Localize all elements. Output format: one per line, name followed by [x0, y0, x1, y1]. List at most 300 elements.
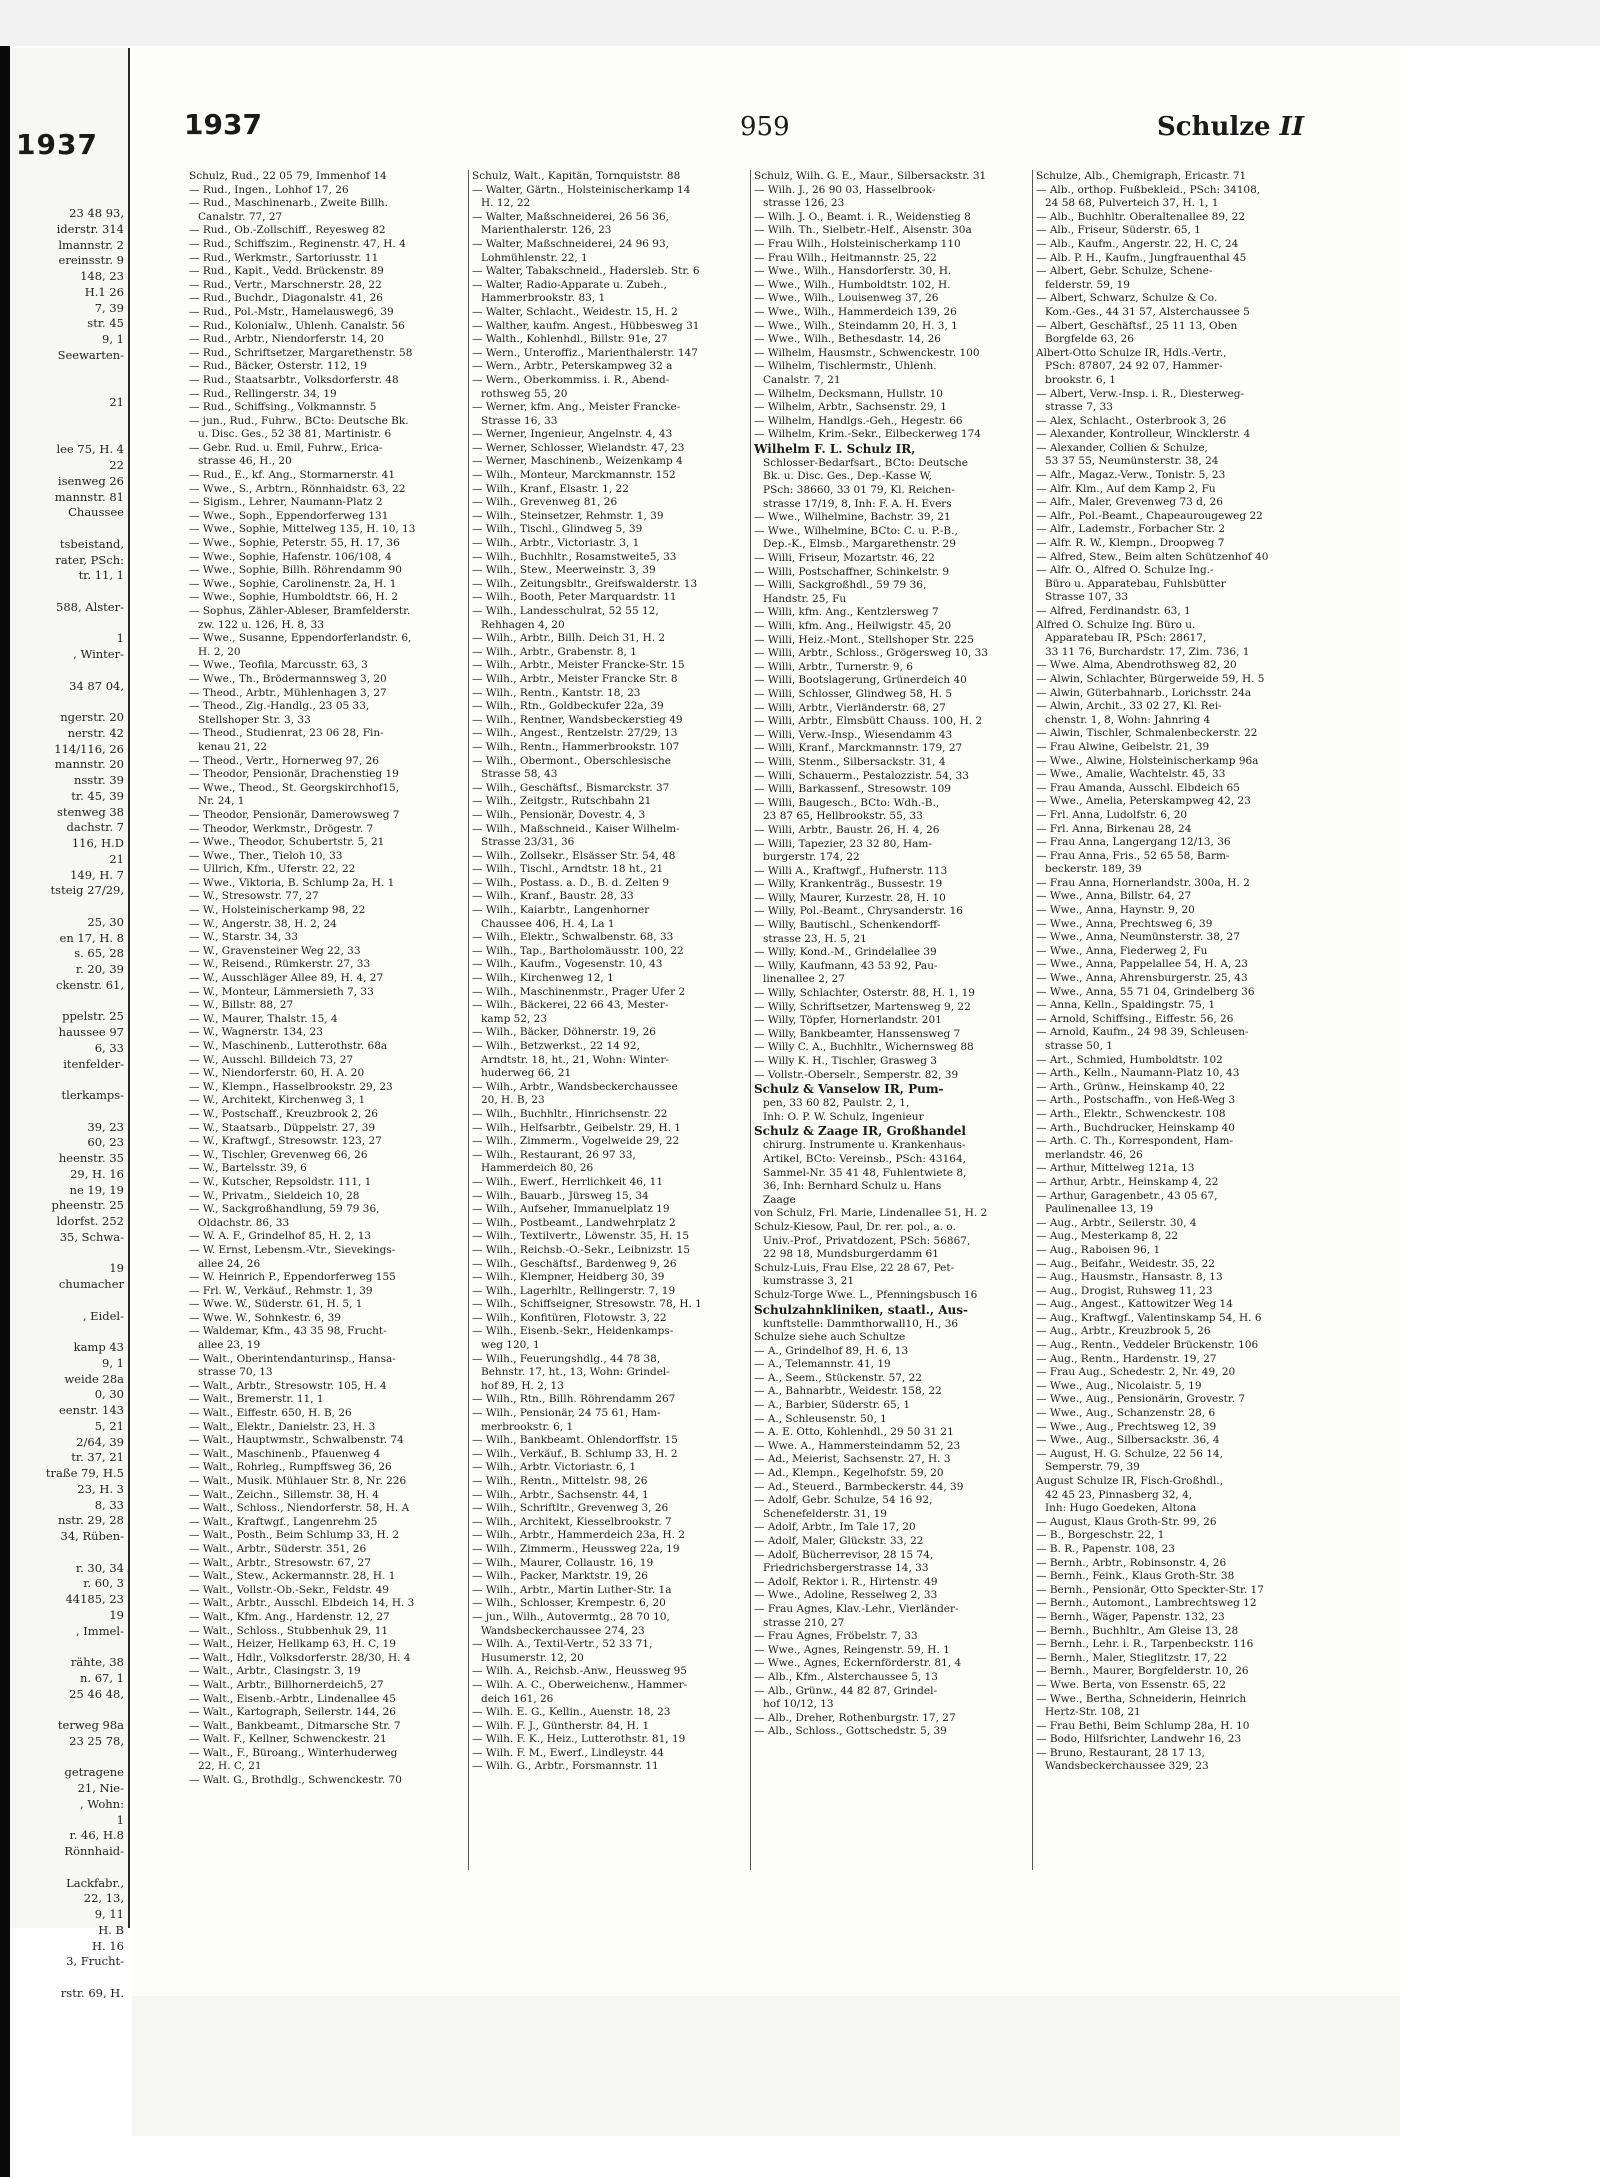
directory-entry: H. 2, 20 — [198, 645, 241, 658]
previous-page-line: rstr. 69, H. — [60, 1985, 124, 2000]
previous-page-line: itenfelder- — [63, 1056, 124, 1071]
directory-entry: — Wilh., Obermont., Oberschlesische — [472, 754, 671, 767]
directory-entry: — Walter, Gärtn., Holsteinischerkamp 14 — [472, 183, 691, 196]
directory-entry: — Walt., Elektr., Danielstr. 23, H. 3 — [189, 1420, 376, 1433]
directory-entry: — Wilh., Zimmerm., Vogelweide 29, 22 — [472, 1135, 680, 1148]
directory-entry: — Bodo, Hilfsrichter, Landwehr 16, 23 — [1036, 1733, 1242, 1746]
directory-entry: Strasse 107, 33 — [1045, 591, 1129, 604]
directory-entry: — Wilh., Arbtr., Martin Luther-Str. 1a — [472, 1583, 672, 1596]
directory-entry: — Rud., Kolonialw., Uhlenh. Canalstr. 56 — [189, 319, 405, 332]
directory-entry: — Walt., Oberintendanturinsp., Hansa- — [189, 1352, 396, 1365]
directory-entry: — Wilh., Monteur, Marckmannstr. 152 — [472, 469, 676, 482]
directory-entry: — Alfr. O., Alfred O. Schulze Ing.- — [1036, 564, 1214, 577]
directory-entry: — Wilh., Arbtr., Wandsbeckerchaussee — [472, 1080, 678, 1093]
column-4 — [1032, 170, 1303, 1870]
directory-entry: — Sigism., Lehrer, Naumann-Platz 2 — [189, 496, 383, 509]
directory-entry: kamp 52, 23 — [481, 1012, 548, 1025]
previous-page-line: 25, 30 — [87, 914, 124, 929]
directory-entry: — Wwe., Aug., Silbersackstr. 36, 4 — [1036, 1434, 1220, 1447]
directory-entry: — Wwe. Berta, von Essenstr. 65, 22 — [1036, 1678, 1226, 1691]
directory-entry: — Wwe., Anna, Haynstr. 9, 20 — [1036, 904, 1195, 917]
previous-page-line — [10, 1860, 124, 1876]
directory-entry: — Aug., Rentn., Hardenstr. 19, 27 — [1036, 1352, 1217, 1365]
directory-entry: Lohmühlenstr. 22, 1 — [481, 251, 588, 264]
running-head-name: Schulze — [1157, 112, 1271, 142]
directory-entry: — Wilh., Zeitungsbltr., Greifswalderstr. 13 — [472, 577, 698, 590]
directory-entry: rothsweg 55, 20 — [481, 387, 568, 400]
directory-entry: Wandsbeckerchaussee 329, 23 — [1045, 1760, 1209, 1773]
directory-entry: — Wilh., Packer, Marktstr. 19, 26 — [472, 1570, 648, 1583]
directory-entry: — W., Niendorferstr. 60, H. A. 20 — [189, 1067, 365, 1080]
directory-entry: — Walt., Posth., Beim Schlump 33, H. 2 — [189, 1529, 400, 1542]
directory-entry: — Frau Anna, Fris., 52 65 58, Barm- — [1036, 849, 1230, 862]
previous-page-line: chumacher — [58, 1277, 124, 1291]
directory-entry: — Wilh. J. O., Beamt. i. R., Weidenstieg 8 — [754, 210, 971, 223]
previous-page-line: ereinsstr. 9 — [58, 253, 124, 268]
directory-entry: — Wilh., Buchhltr., Hinrichsenstr. 22 — [472, 1107, 668, 1120]
directory-entry: Kom.-Ges., 44 31 57, Alsterchaussee 5 — [1045, 305, 1250, 318]
directory-entry: — Wilh., Feuerungshdlg., 44 78 38, — [472, 1352, 661, 1365]
directory-entry: — Wilh. F. K., Heiz., Lutterothstr. 81, 19 — [472, 1733, 686, 1746]
directory-entry: — Wilh., Grevenweg 81, 26 — [472, 496, 618, 509]
previous-page-line: Lackfabr., — [66, 1875, 124, 1890]
directory-entry: — Walt., Arbtr., Stresowstr. 67, 27 — [189, 1556, 371, 1569]
directory-entry: — Willy, Maurer, Kurzestr. 28, H. 10 — [754, 891, 946, 904]
directory-entry: — Wwe., Aug., Prechtsweg 12, 39 — [1036, 1420, 1217, 1433]
directory-entry: August Schulze IR, Fisch-Großhdl., — [1036, 1475, 1224, 1487]
directory-entry: — Willy, Schriftsetzer, Martensweg 9, 22 — [754, 1000, 971, 1013]
directory-entry: — Alb. P. H., Kaufm., Jungfrauenthal 45 — [1036, 251, 1247, 264]
directory-entry: — Willi, Schlosser, Glindweg 58, H. 5 — [754, 687, 952, 700]
previous-page-line: H.1 26 — [84, 284, 124, 299]
directory-entry: — Adolf, Gebr. Schulze, 54 16 92, — [754, 1494, 933, 1507]
directory-entry: — Wwe., Aug., Pensionärin, Grovestr. 7 — [1036, 1393, 1246, 1406]
directory-entry: — Aug., Beifahr., Weidestr. 35, 22 — [1036, 1257, 1215, 1270]
directory-entry: — Albert, Verw.-Insp. i. R., Diesterweg- — [1036, 387, 1245, 400]
directory-entry: — Wwe., Anna, Ahrensburgerstr. 25, 43 — [1036, 972, 1248, 985]
directory-entry: — Alb., Buchhltr. Oberaltenallee 89, 22 — [1036, 210, 1246, 223]
directory-entry: — Wilh., Betzwerkst., 22 14 92, — [472, 1040, 640, 1052]
directory-entry: — Wwe. W., Sohnkestr. 6, 39 — [189, 1311, 341, 1324]
previous-page-line — [10, 1246, 124, 1262]
directory-entry: — Walt., Musik. Mühlauer Str. 8, Nr. 226 — [189, 1475, 407, 1487]
directory-entry: — Arth., Buchdrucker, Heinskamp 40 — [1036, 1121, 1235, 1134]
directory-entry: — Frau Alwine, Geibelstr. 21, 39 — [1036, 740, 1210, 753]
directory-entry: — Wilh., Rtn., Goldbeckufer 22a, 39 — [472, 700, 664, 713]
directory-entry: — Wilh., Bäckerei, 22 66 43, Mester- — [472, 999, 669, 1012]
directory-entry: — Willi, Arbtr., Vierländerstr. 68, 27 — [754, 701, 946, 714]
column-2 — [468, 170, 739, 1870]
directory-entry: — Arth., Kelln., Naumann-Platz 10, 43 — [1036, 1067, 1240, 1080]
directory-entry: — Wilh., Klempner, Heidberg 30, 39 — [472, 1271, 665, 1284]
directory-entry: allee 23, 19 — [198, 1339, 261, 1352]
directory-entry: — Wern., Oberkommiss. i. R., Abend- — [472, 373, 670, 386]
directory-entry: — Walt., Kartograph, Seilerstr. 144, 26 — [189, 1706, 396, 1719]
previous-page-line — [10, 1293, 124, 1309]
directory-entry: — W., Klempn., Hasselbrookstr. 29, 23 — [189, 1080, 393, 1093]
directory-entry: — Aug., Arbtr., Seilerstr. 30, 4 — [1036, 1216, 1197, 1229]
directory-entry: — Willy, Pol.-Beamt., Chrysanderstr. 16 — [754, 905, 963, 918]
directory-entry: — Wilh., Kaiarbtr., Langenhorner — [472, 904, 650, 917]
directory-entry: — Albert, Gebr. Schulze, Schene- — [1036, 265, 1213, 278]
directory-entry: — Walt., Zeichn., Sillemstr. 38, H. 4 — [189, 1488, 379, 1501]
directory-entry: Schulz & Zaage IR, Großhandel — [754, 1124, 966, 1139]
directory-entry: — Adolf, Maler, Glückstr. 33, 22 — [754, 1535, 924, 1547]
previous-page-line: heenstr. 35 — [58, 1151, 124, 1165]
directory-entry: — Wilh. Th., Sielbetr.-Helf., Alsenstr. 30a — [754, 224, 972, 237]
previous-page-year: 1937 — [16, 128, 98, 161]
directory-entry: — Wwe. W., Süderstr. 61, H. 5, 1 — [189, 1298, 363, 1311]
directory-entry: — Wwe., Wilh., Louisenweg 37, 26 — [754, 292, 939, 305]
previous-page-line: nstr. 29, 28 — [57, 1513, 124, 1528]
page-header — [184, 108, 1304, 156]
directory-entry: — Willy, Krankenträg., Bussestr. 19 — [754, 878, 943, 891]
directory-entry: — W., Billstr. 88, 27 — [189, 999, 294, 1012]
directory-entry: 23 87 65, Hellbrookstr. 55, 33 — [763, 810, 923, 823]
directory-entry: von Schulz, Frl. Marie, Lindenallee 51, H. 2 — [754, 1207, 988, 1220]
directory-entry: strasse 50, 1 — [1045, 1040, 1113, 1052]
directory-entry: — A., Bahnarbtr., Weidestr. 158, 22 — [754, 1385, 942, 1398]
directory-entry: — Walt., Arbtr., Süderstr. 351, 26 — [189, 1542, 367, 1555]
directory-entry: — Arth., Grünw., Heinskamp 40, 22 — [1036, 1080, 1226, 1093]
directory-entry: — W., Kraftwgf., Stresowstr. 123, 27 — [189, 1135, 382, 1148]
directory-entry: — Walt. G., Brothdlg., Schwenckestr. 70 — [189, 1774, 402, 1787]
directory-entry: — Arth., Postschaffn., von Heß-Weg 3 — [1036, 1094, 1236, 1107]
directory-entry: — Willi, Friseur, Mozartstr. 46, 22 — [754, 552, 935, 565]
directory-entry: — Walt., Bankbeamt., Ditmarsche Str. 7 — [189, 1719, 401, 1732]
directory-entry: — Theod., Vertr., Hornerweg 97, 26 — [189, 754, 379, 767]
directory-entry: — Walth., Kohlenhdl., Billstr. 91e, 27 — [472, 333, 668, 346]
previous-page-line: Rönnhaid- — [64, 1844, 124, 1858]
directory-entry: — Willi, Schauerm., Pestalozzistr. 54, 33 — [754, 769, 969, 782]
previous-page-line: nsstr. 39 — [73, 773, 124, 787]
directory-entry: felderstr. 59, 19 — [1045, 278, 1130, 291]
directory-entry: — Alb., orthop. Fußbekleid., PSch: 34108, — [1036, 183, 1261, 196]
directory-entry: — Walt. F., Kellner, Schwenckestr. 21 — [189, 1733, 387, 1746]
directory-entry: — Rud., Schiffsing., Volkmannstr. 5 — [189, 401, 377, 414]
directory-entry: — Alb., Schloss., Gottschedstr. 5, 39 — [754, 1725, 947, 1738]
directory-entry: — Wilh., Helfsarbtr., Geibelstr. 29, H. 1 — [472, 1121, 681, 1134]
previous-page-line: mannstr. 81 — [54, 489, 124, 504]
directory-entry: Chaussee 406, H. 4, La 1 — [481, 917, 615, 930]
directory-entry: — Wwe., Amalie, Wachtelstr. 45, 33 — [1036, 768, 1226, 781]
directory-entry: — Wilh. J., 26 90 03, Hasselbrook- — [754, 183, 936, 196]
directory-entry: — Alfr., Pol.-Beamt., Chapeaurougeweg 22 — [1036, 509, 1263, 522]
previous-page-line: 1 — [116, 1812, 124, 1827]
directory-entry: — Wilh., Rentn., Mittelstr. 98, 26 — [472, 1475, 648, 1487]
previous-page-line: 60, 23 — [87, 1135, 124, 1150]
directory-entry: — Alexander, Collien & Schulze, — [1036, 441, 1208, 454]
directory-entry: — Willi, Tapezier, 23 32 80, Ham- — [754, 837, 932, 850]
directory-entry: — Wilh., Elektr., Schwalbenstr. 68, 33 — [472, 931, 674, 944]
previous-page-line: tlerkamps- — [61, 1088, 124, 1102]
directory-entry: — Frau Aug., Schedestr. 2, Nr. 49, 20 — [1036, 1366, 1236, 1379]
directory-entry: — Arth., Elektr., Schwenckestr. 108 — [1036, 1107, 1226, 1120]
directory-entry: — A., Schleusenstr. 50, 1 — [754, 1412, 887, 1425]
directory-entry: kunftstelle: Dammthorwall10, H., 36 — [763, 1317, 959, 1330]
directory-entry: — Vollstr.-Oberselr., Semperstr. 82, 39 — [754, 1068, 959, 1081]
directory-entry: — Wwe., Anna, Fiederweg 2, Fu — [1036, 944, 1208, 957]
directory-entry: — Ullrich, Kfm., Uferstr. 22, 22 — [189, 863, 356, 876]
directory-entry: — Rud., Bäcker, Osterstr. 112, 19 — [189, 360, 367, 373]
directory-entry: strasse 70, 13 — [198, 1366, 273, 1379]
directory-entry: — Wilh., Geschäftsf., Bardenweg 9, 26 — [472, 1257, 677, 1270]
directory-entry: — Wwe., Wilh., Humboldtstr. 102, H. — [754, 278, 951, 291]
previous-page-line: tr. 11, 1 — [78, 568, 124, 583]
previous-page-line — [10, 1750, 124, 1766]
directory-entry: — Wilh., Postass. a. D., B. d. Zelten 9 — [472, 876, 670, 889]
previous-page-line: tr. 45, 39 — [71, 788, 124, 803]
directory-entry: — jun., Wilh., Autovermtg., 28 70 10, — [472, 1610, 670, 1623]
directory-entry: — Wilh., Arbtr., Grabenstr. 8, 1 — [472, 645, 637, 658]
directory-entry: — Walter, Maßschneiderei, 26 56 36, — [472, 210, 669, 223]
previous-page-line: 588, Alster- — [56, 599, 124, 614]
directory-entry: — Alb., Grünw., 44 82 87, Grindel- — [754, 1684, 938, 1697]
previous-page-line — [10, 1072, 124, 1088]
directory-entry: — Werner, Schlosser, Wielandstr. 47, 23 — [472, 441, 685, 454]
directory-entry: — W., Privatm., Sieldeich 10, 28 — [189, 1189, 360, 1202]
directory-entry: Schenefelderstr. 31, 19 — [763, 1507, 887, 1520]
directory-entry: — Alb., Kaufm., Angerstr. 22, H. C, 24 — [1036, 237, 1239, 250]
previous-page-line: rähte, 38 — [70, 1655, 124, 1669]
directory-entry: — Rud., Rellingerstr. 34, 19 — [189, 387, 337, 400]
directory-entry: — Albert, Schwarz, Schulze & Co. — [1036, 292, 1218, 305]
directory-entry: — Wilh., Schiffseigner, Stresowstr. 78, H. 1 — [472, 1298, 702, 1311]
directory-entry: — Wwe., Sophie, Peterstr. 55, H. 17, 36 — [189, 537, 400, 550]
directory-entry: — Frl. W., Verkäuf., Rehmstr. 1, 39 — [189, 1284, 373, 1297]
directory-entry: — Willi, Arbtr., Turnerstr. 9, 6 — [754, 660, 913, 673]
directory-entry: — Bernh., Feink., Klaus Groth-Str. 38 — [1036, 1570, 1235, 1583]
directory-entry: strasse 210, 27 — [763, 1616, 845, 1629]
previous-page-line: tsteig 27/29, — [50, 883, 124, 898]
column-1 — [186, 170, 456, 1870]
directory-entry: — A., Telemannstr. 41, 19 — [754, 1358, 891, 1371]
directory-entry: — Bernh., Automont., Lambrechtsweg 12 — [1036, 1597, 1257, 1610]
directory-entry: — W., Wagnerstr. 134, 23 — [189, 1026, 323, 1039]
directory-entry: — Willy, Töpfer, Hornerlandstr. 201 — [754, 1014, 942, 1027]
directory-entry: — Frau Anna, Langergang 12/13, 36 — [1036, 836, 1231, 849]
directory-entry: — W., Holsteinischerkamp 98, 22 — [189, 904, 366, 917]
directory-entry: — Bernh., Wäger, Papenstr. 132, 23 — [1036, 1610, 1225, 1623]
directory-entry: — Werner, kfm. Ang., Meister Francke- — [472, 401, 681, 414]
directory-entry: — Arth. C. Th., Korrespondent, Ham- — [1036, 1135, 1234, 1148]
previous-page-line: lmannstr. 2 — [58, 237, 124, 252]
directory-entry: — Wilh., Bäcker, Döhnerstr. 19, 26 — [472, 1026, 656, 1039]
directory-entry: chirurg. Instrumente u. Krankenhaus- — [763, 1139, 966, 1152]
directory-entry: — Rud., Staatsarbtr., Volksdorferstr. 48 — [189, 373, 399, 386]
directory-entry: Artikel, BCto: Vereinsb., PSch: 43164, — [763, 1152, 966, 1165]
directory-entry: — Wilh., Rentn., Kantstr. 18, 23 — [472, 686, 641, 699]
directory-entry: — Willy C. A., Buchhltr., Wichernsweg 88 — [754, 1041, 974, 1054]
previous-page-line: eenstr. 143 — [58, 1403, 124, 1417]
directory-entry: — Rud., Werkmstr., Sartoriusstr. 11 — [189, 251, 379, 264]
directory-entry: merlandstr. 46, 26 — [1045, 1148, 1143, 1161]
directory-entry: — Ad., Klempn., Kegelhofstr. 59, 20 — [754, 1467, 944, 1480]
directory-entry: 53 37 55, Neumünsterstr. 38, 24 — [1045, 455, 1219, 468]
directory-entry: — Frau Amanda, Ausschl. Elbdeich 65 — [1036, 781, 1240, 794]
directory-entry: — W., Stresowstr. 77, 27 — [189, 890, 319, 903]
directory-entry: Albert-Otto Schulze IR, Hdls.-Vertr., — [1036, 346, 1227, 359]
previous-page-line: Chaussee — [68, 505, 124, 520]
directory-entry: — Wilh. A., Textil-Vertr., 52 33 71, — [472, 1638, 653, 1651]
directory-entry: — B. R., Papenstr. 108, 23 — [1036, 1542, 1175, 1555]
directory-entry: — Wilh., Arbtr., Meister Francke Str. 8 — [472, 672, 678, 685]
previous-page-line: 22, 13, — [83, 1891, 124, 1906]
directory-entry: — Wwe., Viktoria, B. Schlump 2a, H. 1 — [189, 876, 395, 889]
directory-entry: — Wilh., Arbtr., Meister Francke-Str. 15 — [472, 659, 685, 672]
directory-entry: 24 58 68, Pulverteich 37, H. 1, 1 — [1045, 197, 1219, 210]
previous-page-line: 19 — [109, 1607, 124, 1622]
directory-entry: — Aug., Rentn., Veddeler Brückenstr. 106 — [1036, 1339, 1259, 1352]
directory-entry: — Wilh., Eisenb.-Sekr., Heidenkamps- — [472, 1325, 674, 1338]
directory-entry: — W., Ausschläger Allee 89, H. 4, 27 — [189, 972, 384, 985]
directory-entry: — Wwe., Wilh., Bethesdastr. 14, 26 — [754, 333, 941, 346]
previous-page-line: isenweg 26 — [57, 473, 124, 488]
previous-page-line — [10, 521, 124, 537]
directory-entry: Schulze, Alb., Chemigraph, Ericastr. 71 — [1036, 170, 1247, 182]
running-head — [1157, 112, 1304, 142]
directory-entry: — Wilh., Booth, Peter Marquardstr. 11 — [472, 591, 677, 604]
directory-entry: — Wwe., Theod., St. Georgskirchhof15, — [189, 781, 400, 794]
directory-entry: — Wern., Arbtr., Peterskampweg 32 a — [472, 360, 673, 373]
directory-entry: — W., Tischler, Grevenweg 66, 26 — [189, 1148, 368, 1161]
previous-page-line: , Wohn: — [80, 1796, 124, 1811]
directory-entry: Marienthalerstr. 126, 23 — [481, 224, 612, 237]
directory-entry: — W. Ernst, Lebensm.-Vtr., Sievekings- — [189, 1243, 396, 1256]
directory-entry: — Wilhelm, Hausmstr., Schwenckestr. 100 — [754, 346, 980, 359]
directory-entry: — Wwe., Ther., Tieloh 10, 33 — [189, 849, 343, 862]
previous-page-line: 9, 1 — [102, 332, 124, 346]
previous-page-line: traße 79, H.5 — [45, 1466, 124, 1480]
directory-entry: — Alexander, Kontrolleur, Wincklerstr. 4 — [1036, 428, 1251, 441]
directory-entry: — W., Monteur, Lämmersieth 7, 33 — [189, 985, 374, 998]
directory-entry: Canalstr. 77, 27 — [198, 210, 283, 223]
directory-entry: — Wwe., Teofila, Marcusstr. 63, 3 — [189, 659, 368, 672]
previous-page-line: dachstr. 7 — [66, 820, 124, 835]
directory-entry: — Wilh., Postbeamt., Landwehrplatz 2 — [472, 1216, 676, 1229]
previous-page-line: 3, Frucht- — [66, 1954, 124, 1969]
directory-entry: Semperstr. 79, 39 — [1045, 1461, 1140, 1474]
directory-entry: — Willi, kfm. Ang., Heilwigstr. 45, 20 — [754, 620, 952, 632]
directory-entry: — Wilh., Kaufm., Vogesenstr. 10, 43 — [472, 958, 663, 971]
previous-page-line: 22 — [109, 458, 124, 472]
directory-entry: — Alfr., Magaz.-Verw., Tonistr. 5, 23 — [1036, 469, 1226, 482]
directory-entry: — Wilh., Kranf., Elsastr. 1, 22 — [472, 482, 629, 495]
previous-page-line: Seewarten- — [57, 347, 124, 362]
directory-entry: — A. E. Otto, Kohlenhdl., 29 50 31 21 — [754, 1426, 954, 1439]
directory-entry: — Walt., Arbtr., Stresowstr. 105, H. 4 — [189, 1379, 387, 1392]
previous-page-line — [10, 994, 124, 1010]
directory-entry: — Gebr. Rud. u. Emil, Fuhrw., Erica- — [189, 441, 383, 454]
directory-entry: weg 120, 1 — [481, 1339, 540, 1352]
directory-entry: — Theod., Studienrat, 23 06 28, Fin- — [189, 727, 384, 740]
directory-entry: — Alwin, Schlachter, Bürgerweide 59, H. 5 — [1036, 672, 1265, 685]
directory-entry: — Wilh. E. G., Kellin., Auenstr. 18, 23 — [472, 1706, 671, 1719]
previous-page-line: 39, 23 — [87, 1119, 124, 1134]
directory-entry: — Wwe. Alma, Abendrothsweg 82, 20 — [1036, 659, 1237, 672]
directory-entry: H. 12, 22 — [481, 197, 531, 210]
directory-entry: — Wilh., Maurer, Collaustr. 16, 19 — [472, 1556, 654, 1569]
directory-entry: — Arnold, Schiffsing., Eiffestr. 56, 26 — [1036, 1012, 1234, 1025]
directory-entry: Wandsbeckerchaussee 274, 23 — [481, 1624, 645, 1637]
previous-page-line: 114/116, 26 — [54, 741, 124, 756]
directory-entry: — Walter, Radio-Apparate u. Zubeh., — [472, 278, 667, 291]
previous-page-line: ne 19, 19 — [69, 1182, 124, 1197]
directory-entry: — Arnold, Kaufm., 24 98 39, Schleusen- — [1036, 1026, 1249, 1039]
directory-entry: Inh: Hugo Goedeken, Altona — [1045, 1502, 1197, 1515]
directory-entry: — Alfr. R. W., Klempn., Droopweg 7 — [1036, 537, 1225, 550]
directory-entry: — Frl. Anna, Birkenau 28, 24 — [1036, 822, 1192, 835]
directory-entry: — Wilh., Kranf., Baustr. 28, 33 — [472, 890, 634, 903]
previous-page-line: nerstr. 42 — [67, 725, 124, 740]
previous-page-line — [10, 379, 124, 395]
directory-entry: — Wwe., Sophie, Mittelweg 135, H. 10, 13 — [189, 523, 416, 536]
directory-entry: — Aug., Mesterkamp 8, 22 — [1036, 1230, 1179, 1243]
directory-entry: — Wilh. A. C., Oberweichenw., Hammer- — [472, 1678, 688, 1691]
directory-entry: Schulz-Kiesow, Paul, Dr. rer. pol., a. o. — [754, 1220, 956, 1233]
previous-page-line: r. 30, 34 — [75, 1560, 124, 1575]
directory-entry: — Wilh. A., Reichsb.-Anw., Heussweg 95 — [472, 1665, 687, 1678]
directory-entry: — Alfr. Klm., Auf dem Kamp 2, Fu — [1036, 482, 1216, 495]
directory-entry: — Willy, Schlachter, Osterstr. 88, H. 1, 19 — [754, 987, 975, 1000]
directory-entry: — Wilhelm, Handlgs.-Geh., Hegestr. 66 — [754, 414, 963, 427]
previous-page-line — [10, 1104, 124, 1120]
directory-entry: — Wwe., Bertha, Schneiderin, Heinrich — [1036, 1692, 1247, 1705]
previous-page-line: , Winter- — [73, 647, 124, 661]
previous-page-edge — [10, 48, 130, 2000]
previous-page-line: 6, 33 — [94, 1040, 124, 1055]
directory-entry: — Walt., Bremerstr. 11, 1 — [189, 1393, 324, 1406]
directory-entry: — W., Maurer, Thalstr. 15, 4 — [189, 1012, 338, 1025]
directory-entry: — B., Borgeschstr. 22, 1 — [1036, 1529, 1165, 1542]
directory-entry: — Bernh., Pensionär, Otto Speckter-Str. 17 — [1036, 1583, 1264, 1596]
directory-entry: — W., Ausschl. Billdeich 73, 27 — [189, 1053, 354, 1066]
previous-page-line — [10, 663, 124, 679]
directory-entry: — Aug., Angest., Kattowitzer Weg 14 — [1036, 1298, 1233, 1311]
directory-entry: — Alb., Friseur, Süderstr. 65, 1 — [1036, 224, 1201, 237]
directory-entry: — Rud., Arbtr., Niendorferstr. 14, 20 — [189, 333, 384, 346]
previous-page-line: 1 — [116, 631, 124, 646]
previous-page-line: 148, 23 — [80, 269, 124, 283]
directory-entry: PSch: 38660, 33 01 79, Kl. Reichen- — [763, 484, 955, 497]
directory-entry: — Ad., Steuerd., Barmbeckerstr. 44, 39 — [754, 1480, 964, 1493]
directory-entry: chenstr. 1, 8, Wohn: Jahnring 4 — [1045, 713, 1211, 726]
directory-entry: — Anna, Kelln., Spaldingstr. 75, 1 — [1036, 999, 1216, 1012]
previous-page-line: r. 20, 39 — [75, 962, 124, 976]
directory-entry: — Aug., Hausmstr., Hansastr. 8, 13 — [1036, 1271, 1223, 1284]
previous-page-line: ppelstr. 25 — [62, 1009, 124, 1024]
directory-entry: — Wilh., Zimmerm., Heussweg 22a, 19 — [472, 1542, 680, 1555]
directory-entry: — Willy, Kaufmann, 43 53 92, Pau- — [754, 959, 938, 972]
directory-entry: Schlosser-Bedarfsart., BCto: Deutsche — [763, 456, 969, 469]
directory-entry: — Wilh., Architekt, Kiesselbrookstr. 7 — [472, 1515, 672, 1528]
directory-entry: kumstrasse 3, 21 — [763, 1275, 855, 1288]
directory-entry: — Wilhelm, Krim.-Sekr., Eilbeckerweg 174 — [754, 428, 981, 441]
directory-entry: — Theodor, Werkmstr., Drögestr. 7 — [189, 822, 374, 835]
directory-entry: Hammerbrookstr. 83, 1 — [481, 292, 606, 305]
directory-entry: — Wilh., Arbtr. Victoriastr. 6, 1 — [472, 1461, 637, 1474]
directory-entry: — Walter, Schlacht., Weidestr. 15, H. 2 — [472, 305, 678, 318]
directory-entry: — Wwe., Wilh., Steindamm 20, H. 3, 1 — [754, 319, 958, 332]
previous-page-line: kamp 43 — [73, 1340, 124, 1354]
previous-page-line: s. 65, 28 — [74, 946, 124, 961]
directory-entry: — Wilh., Rentn., Hammerbrookstr. 107 — [472, 740, 680, 753]
directory-entry: — Wilh., Schlosser, Krempestr. 6, 20 — [472, 1597, 666, 1610]
directory-entry: u. Disc. Ges., 52 38 81, Martinistr. 6 — [198, 428, 392, 441]
directory-entry: — Wwe., Sophie, Carolinenstr. 2a, H. 1 — [189, 577, 397, 590]
directory-entry: — Adolf, Bücherrevisor, 28 15 74, — [754, 1548, 934, 1561]
directory-entry: — Werner, Ingenieur, Angelnstr. 4, 43 — [472, 428, 673, 441]
